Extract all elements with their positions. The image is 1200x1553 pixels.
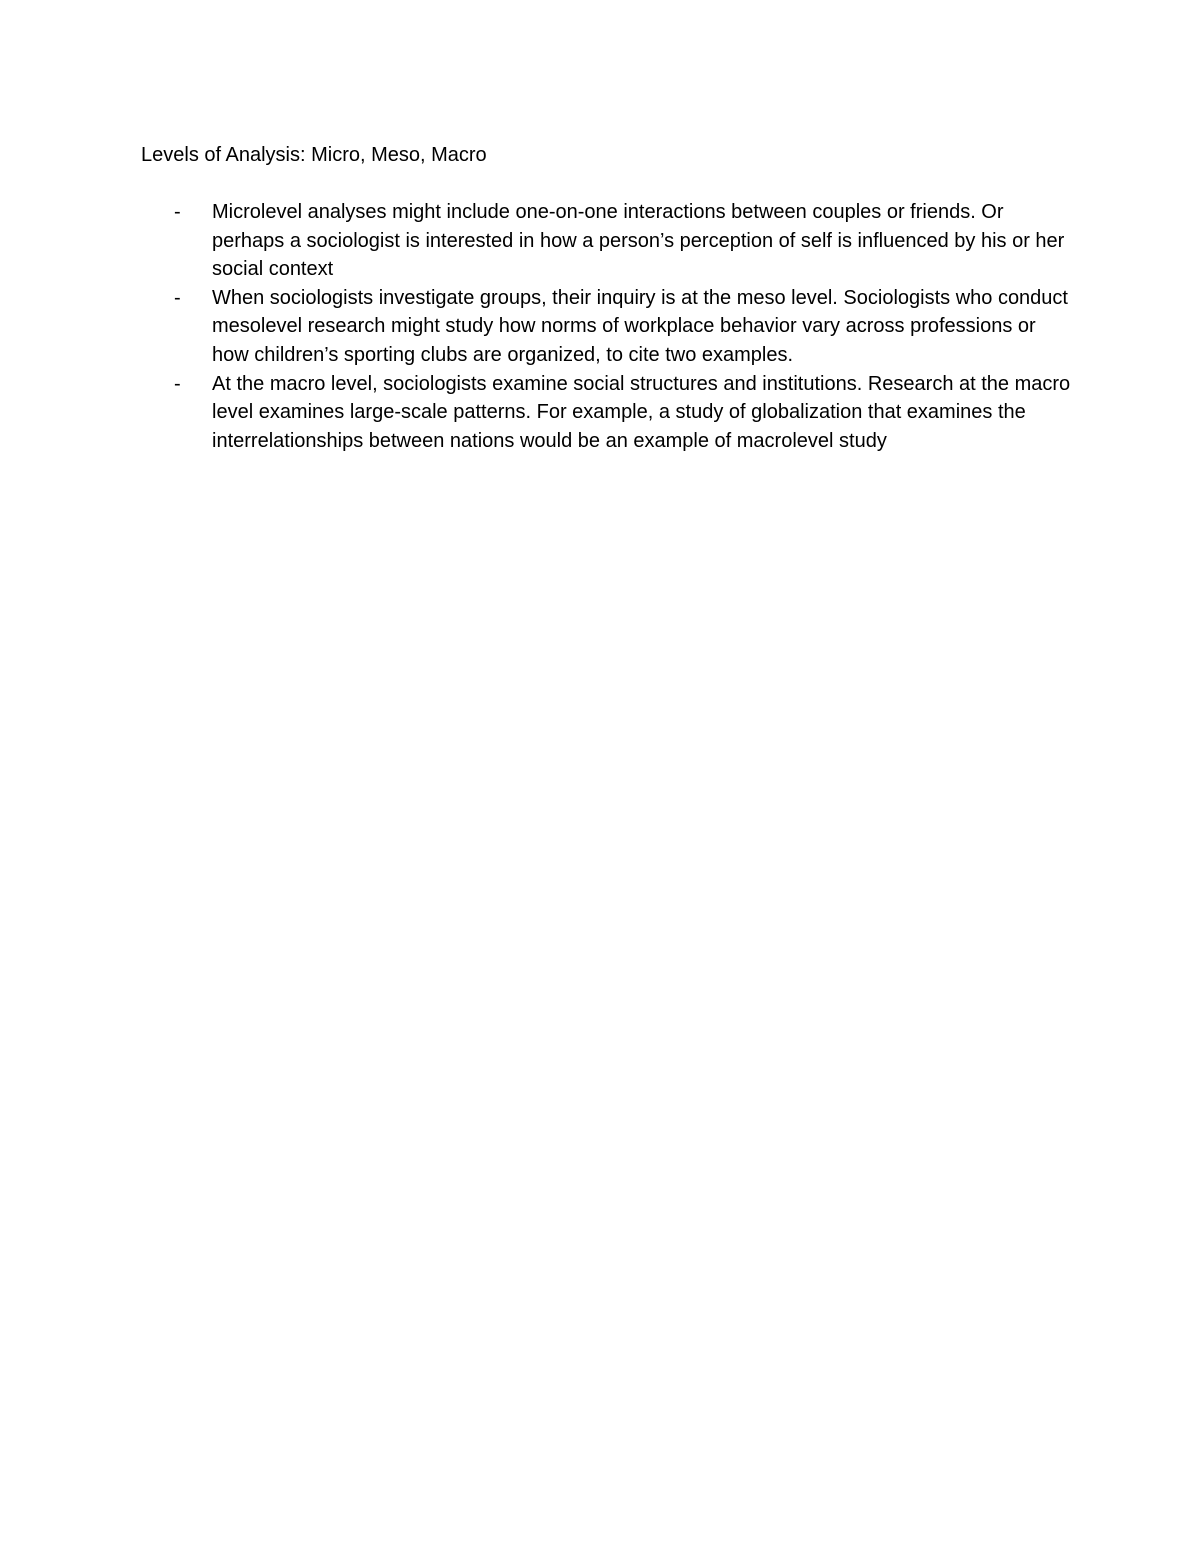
list-item-macro: [141, 370, 1071, 456]
document-title: Levels of Analysis: Micro, Meso, Macro: [141, 144, 487, 166]
list-item-text: Microlevel analyses might include one-on-one interactions between couples or friends. Or perhaps a sociologist is interested in how a person’s perception of self is influenced by his or her social context: [212, 201, 1065, 281]
list-item-micro: [141, 198, 1071, 284]
bullet-marker: -: [174, 286, 181, 309]
list-item-meso: [141, 284, 1071, 370]
list-item-text: When sociologists investigate groups, their inquiry is at the meso level. Sociologists who conduct mesolevel research might study how norms of workplace behavior vary across professions or how children’s sporting clubs are organized, to cite two examples.: [212, 286, 1068, 366]
bullet-marker: -: [174, 201, 181, 223]
list-item-text: At the macro level, sociologists examine social structures and institutions. Research at the macro level examines large-scale patterns. For example, a study of globalization that examines the interrelationships between nations would be an example of macrolevel study: [212, 372, 1071, 452]
bullet-list: [141, 198, 1071, 455]
bullet-marker: -: [174, 372, 181, 395]
